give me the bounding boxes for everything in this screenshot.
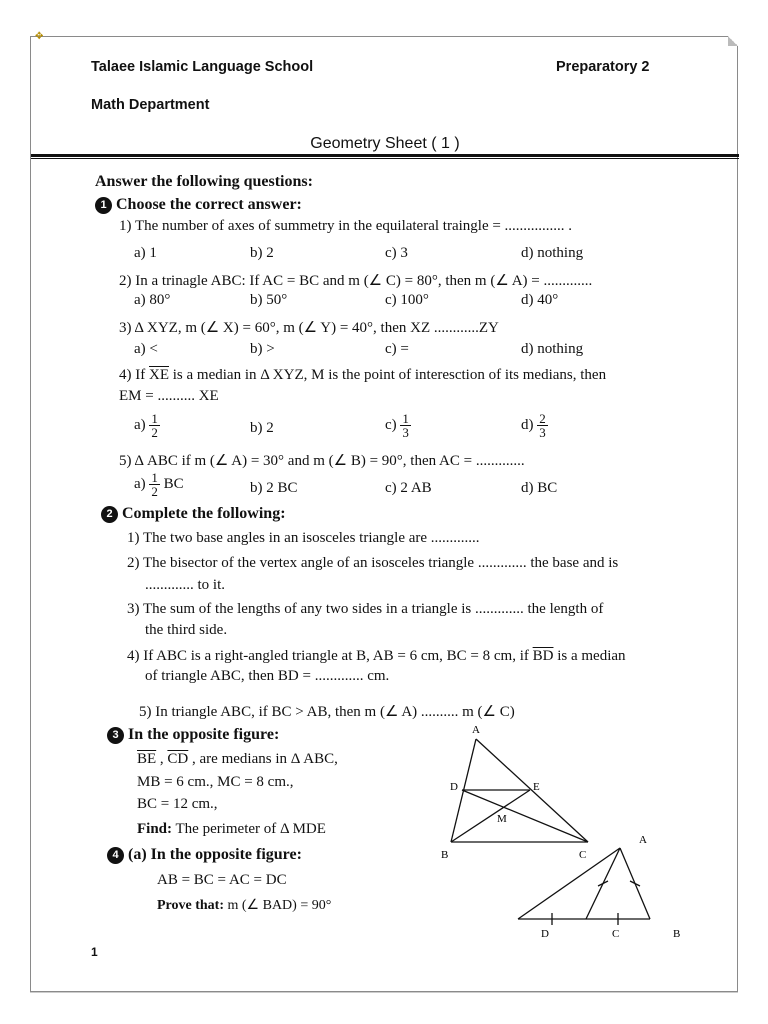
label-m: M	[497, 813, 507, 825]
choose-q3: 3) Δ XYZ, m (∠ X) = 60°, m (∠ Y) = 40°, then XZ ............ZY	[119, 320, 499, 336]
choose-q2-option-c: c) 100°	[385, 292, 429, 308]
choose-q1-option-a: a) 1	[134, 245, 157, 261]
find-text: The perimeter of Δ MDE	[172, 821, 326, 837]
side-ad	[518, 848, 620, 919]
fig3-given-mb-mc: MB = 6 cm., MC = 8 cm.,	[137, 774, 294, 790]
school-name: Talaee Islamic Language School	[91, 59, 314, 75]
choose-q3-option-d: d) nothing	[521, 341, 584, 357]
header-divider-thin	[31, 158, 739, 159]
complete-q3-line2: the third side.	[145, 622, 228, 638]
label-d: D	[450, 781, 458, 793]
choose-q4-option-d	[521, 412, 548, 439]
section-number-badge: 3	[107, 727, 124, 744]
complete-q3-line1: 3) The sum of the lengths of any two sides in a triangle is ............. the length of	[127, 601, 604, 617]
option-label: d)	[521, 416, 534, 433]
q4-text-start: 4) If	[119, 367, 149, 383]
choose-q1-option-b: b) 2	[250, 245, 274, 261]
grade-label: Preparatory 2	[556, 59, 650, 75]
find-label: Find:	[137, 821, 173, 837]
label-c: C	[579, 849, 587, 861]
section-title: Complete the following:	[122, 505, 286, 522]
section-title: (a) In the opposite figure:	[128, 846, 302, 863]
segment-be: $\overline{BE}$	[137, 751, 157, 767]
fraction	[537, 412, 548, 439]
instruction-heading: Answer the following questions:	[95, 173, 313, 190]
tick-ac	[598, 881, 608, 886]
section-2-heading	[101, 505, 286, 523]
choose-q3-option-c: c) =	[385, 341, 409, 357]
choose-q2-option-b: b) 50°	[250, 292, 288, 308]
fig3-given-bc: BC = 12 cm.,	[137, 796, 218, 812]
q4-text-end: is a median	[553, 648, 626, 664]
complete-q4-line2: of triangle ABC, then BD = ............. cm.	[145, 668, 390, 684]
medians-text: , are medians in Δ ABC,	[188, 751, 338, 767]
choose-q4-option-a	[134, 412, 160, 439]
fig4-prove	[157, 897, 331, 914]
choose-q2: 2) In a trinagle ABC: If AC = BC and m (∠ C) = 80°, then m (∠ A) = .............	[119, 273, 593, 289]
fig3-find	[137, 821, 326, 838]
fraction	[149, 412, 160, 439]
segment-xe: $\overline{XE}$	[149, 367, 169, 383]
denominator: 2	[151, 484, 158, 499]
prove-text: m (∠ BAD) = 90°	[224, 898, 332, 913]
worksheet-page	[30, 31, 738, 992]
complete-q2-line2: ............. to it.	[145, 577, 226, 593]
label-c: C	[612, 928, 620, 940]
separator: ,	[156, 751, 168, 767]
choose-q2-option-a: a) 80°	[134, 292, 171, 308]
tick-ab	[630, 881, 640, 886]
choose-q4-option-b: b) 2	[250, 420, 274, 436]
label-d: D	[541, 928, 549, 940]
numerator: 2	[539, 411, 546, 426]
choose-q5-option-c: c) 2 AB	[385, 480, 432, 496]
fig3-medians-line	[137, 751, 338, 768]
section-3-heading	[107, 726, 279, 744]
complete-q1: 1) The two base angles in an isosceles triangle are .............	[127, 530, 480, 546]
choose-q1-option-d: d) nothing	[521, 245, 584, 261]
sheet-title: Geometry Sheet ( 1 )	[310, 135, 460, 152]
segment-bd: $\overline{BD}$	[532, 648, 554, 664]
section-title: Choose the correct answer:	[116, 196, 302, 213]
q4-text-end: is a median in Δ XYZ, M is the point of interesction of its medians, then	[169, 367, 607, 383]
numerator: 1	[402, 411, 409, 426]
choose-q1: 1) The number of axes of summetry in the equilateral traingle = ................ .	[119, 218, 573, 234]
label-a: A	[472, 724, 480, 736]
pin-icon: ✥	[35, 31, 44, 42]
section-number-badge: 1	[95, 197, 112, 214]
segment-cd: $\overline{CD}$	[167, 751, 189, 767]
section-4-heading	[107, 846, 302, 864]
figure-4-triangle	[501, 831, 691, 941]
complete-q4-line1	[127, 648, 626, 665]
denominator: 3	[539, 425, 546, 440]
choose-q5-option-a	[134, 471, 184, 498]
option-text: BC	[163, 475, 184, 492]
numerator: 1	[151, 411, 158, 426]
page-number: 1	[91, 945, 98, 959]
fraction	[149, 471, 160, 498]
page-corner-fold	[728, 36, 738, 46]
option-label: a)	[134, 416, 146, 433]
denominator: 3	[402, 425, 409, 440]
complete-q5: 5) In triangle ABC, if BC > AB, then m (∠ A) .......... m (∠ C)	[139, 704, 515, 720]
prove-label: Prove that:	[157, 898, 224, 913]
choose-q4	[119, 367, 606, 384]
section-number-badge: 2	[101, 506, 118, 523]
choose-q3-option-a: a) <	[134, 341, 158, 357]
section-title: In the opposite figure:	[128, 726, 280, 743]
choose-q4-option-c	[385, 412, 411, 439]
choose-q5: 5) Δ ABC if m (∠ A) = 30° and m (∠ B) = 90°, then AC = .............	[119, 453, 525, 469]
option-label: a)	[134, 475, 146, 492]
label-e: E	[533, 781, 540, 793]
label-b: B	[441, 849, 449, 861]
choose-q5-option-b: b) 2 BC	[250, 480, 298, 496]
complete-q2-line1: 2) The bisector of the vertex angle of an isosceles triangle ............. the base and is	[127, 555, 619, 571]
page-bottom-edge	[30, 992, 738, 993]
fig4-given: AB = BC = AC = DC	[157, 872, 287, 888]
option-label: c)	[385, 416, 397, 433]
section-number-badge: 4	[107, 847, 124, 864]
choose-q4-line2: EM = .......... XE	[119, 388, 219, 404]
label-a: A	[639, 834, 647, 846]
choose-q5-option-d: d) BC	[521, 480, 558, 496]
header-divider	[31, 154, 739, 157]
department-label: Math Department	[91, 97, 210, 113]
choose-q3-option-b: b) >	[250, 341, 275, 357]
choose-q1-option-c: c) 3	[385, 245, 408, 261]
q4-text-start: 4) If ABC is a right-angled triangle at B, AB = 6 cm, BC = 8 cm, if	[127, 648, 533, 664]
label-b: B	[673, 928, 681, 940]
fraction	[400, 412, 411, 439]
choose-q2-option-d: d) 40°	[521, 292, 559, 308]
section-1-heading	[95, 196, 302, 214]
denominator: 2	[151, 425, 158, 440]
numerator: 1	[151, 470, 158, 485]
